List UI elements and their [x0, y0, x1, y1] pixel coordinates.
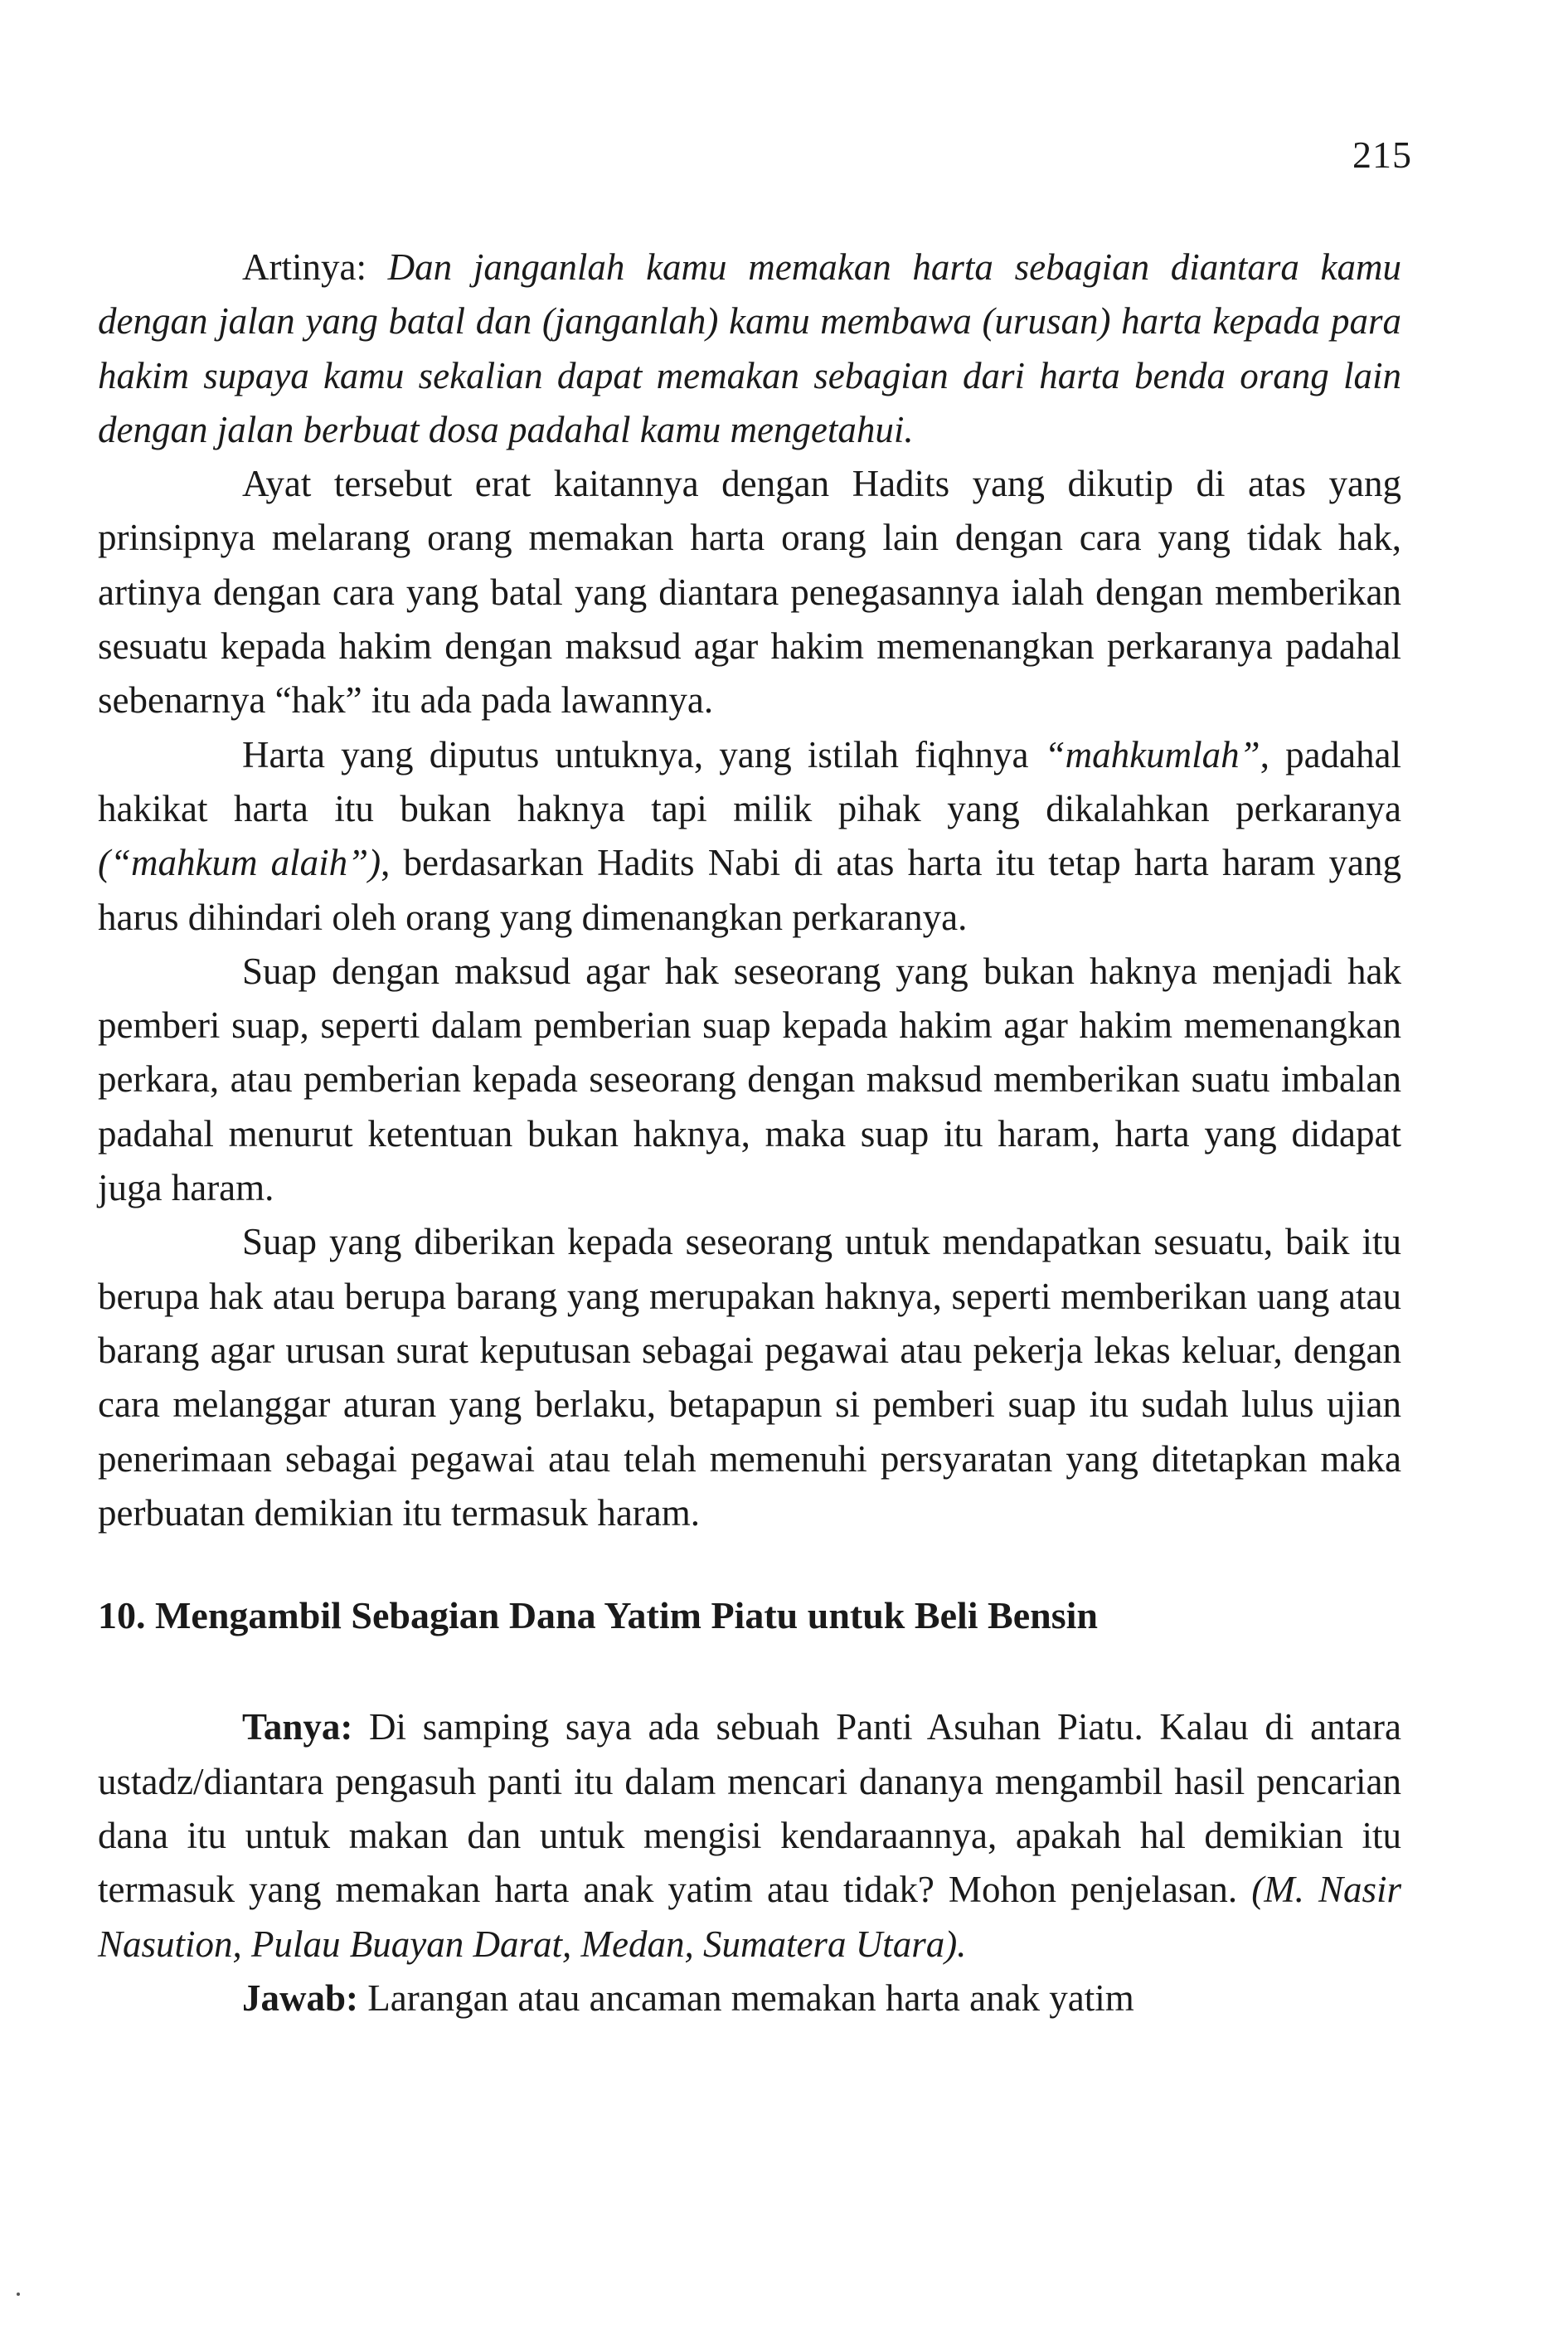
paragraph-1: Ayat tersebut erat kaitannya dengan Hadits yang dikutip di atas yang prinsipnya melarang orang memakan harta orang lain dengan cara yang tidak hak, artinya dengan cara yang batal yang diantara penegasannya ialah dengan memberikan sesuatu kepada hakim dengan maksud agar hakim memenangkan perkaranya padahal sebenarnya “hak” itu ada pada lawannya.: [98, 463, 1401, 722]
section-heading: 10. Mengambil Sebagian Dana Yatim Piatu untuk Beli Bensin: [98, 1594, 1098, 1637]
question-text: Di samping saya ada sebuah Panti Asuhan Piatu. Kalau di antara ustadz/diantara pengasuh panti itu dalam mencari dananya mengambil hasil pencarian dana itu untuk makan dan untuk mengisi kendaraannya, apakah hal demikian itu termasuk yang memakan harta anak yatim atau tidak? Mohon penjelasan.: [98, 1706, 1401, 1911]
scan-speck: [17, 2293, 20, 2296]
answer-text: Larangan atau ancaman memakan harta anak yatim: [358, 1976, 1134, 2019]
question-label: Tanya:: [242, 1706, 353, 1748]
page-number: 215: [1352, 134, 1412, 176]
translation-text: Dan janganlah kamu memakan harta sebagian diantara kamu dengan jalan yang batal dan (janganlah) kamu membawa (urusan) harta kepada para hakim supaya kamu sekalian dapat memakan sebagian dari harta benda orang lain dengan jalan berbuat dosa padahal kamu mengetahui.: [98, 246, 1401, 450]
question-source: (M. Nasir Nasution, Pulau Buayan Darat, Medan, Sumatera Utara).: [98, 1869, 1402, 1965]
paragraph-2-part-c: , berdasarkan Hadits Nabi di atas harta itu tetap harta haram yang harus dihindari oleh orang yang dimenangkan perkaranya.: [98, 842, 1402, 938]
paragraph-2-part-a: Harta yang diputus untuknya, yang istilah fiqhnya: [242, 733, 1045, 776]
paragraph-2-part-b: , padahal hakikat harta itu bukan haknya tapi milik pihak yang dikalahkan perkaranya: [98, 733, 1402, 829]
term-mahkum-alaih: (“mahkum alaih”): [98, 842, 381, 884]
question-paragraph: [98, 1700, 1401, 1971]
paragraph-4: Suap yang diberikan kepada seseorang untuk mendapatkan sesuatu, baik itu berupa hak atau berupa barang yang merupakan haknya, seperti memberikan uang atau barang agar urusan surat keputusan sebagai pegawai atau pekerja lekas keluar, dengan cara melanggar aturan yang berlaku, betapapun si pemberi suap itu sudah lulus ujian penerimaan sebagai pegawai atau telah memenuhi persyaratan yang ditetapkan maka perbuatan demikian itu termasuk haram.: [98, 1221, 1401, 1534]
answer-paragraph: [98, 1972, 1401, 2025]
answer-label: Jawab:: [242, 1976, 359, 2019]
verse-translation: [98, 241, 1401, 457]
translation-label: Artinya:: [242, 246, 388, 288]
paragraph-2: [98, 728, 1401, 945]
term-mahkumlah: “mahkumlah”: [1044, 733, 1260, 776]
paragraph-3: Suap dengan maksud agar hak seseorang yang bukan haknya menjadi hak pemberi suap, seperti dalam pemberian suap kepada hakim agar hakim memenangkan perkara, atau pemberian kepada seseorang dengan maksud memberikan suatu imbalan padahal menurut ketentuan bukan haknya, maka suap itu haram, harta yang didapat juga haram.: [98, 950, 1401, 1209]
page-body: [98, 241, 1401, 2025]
